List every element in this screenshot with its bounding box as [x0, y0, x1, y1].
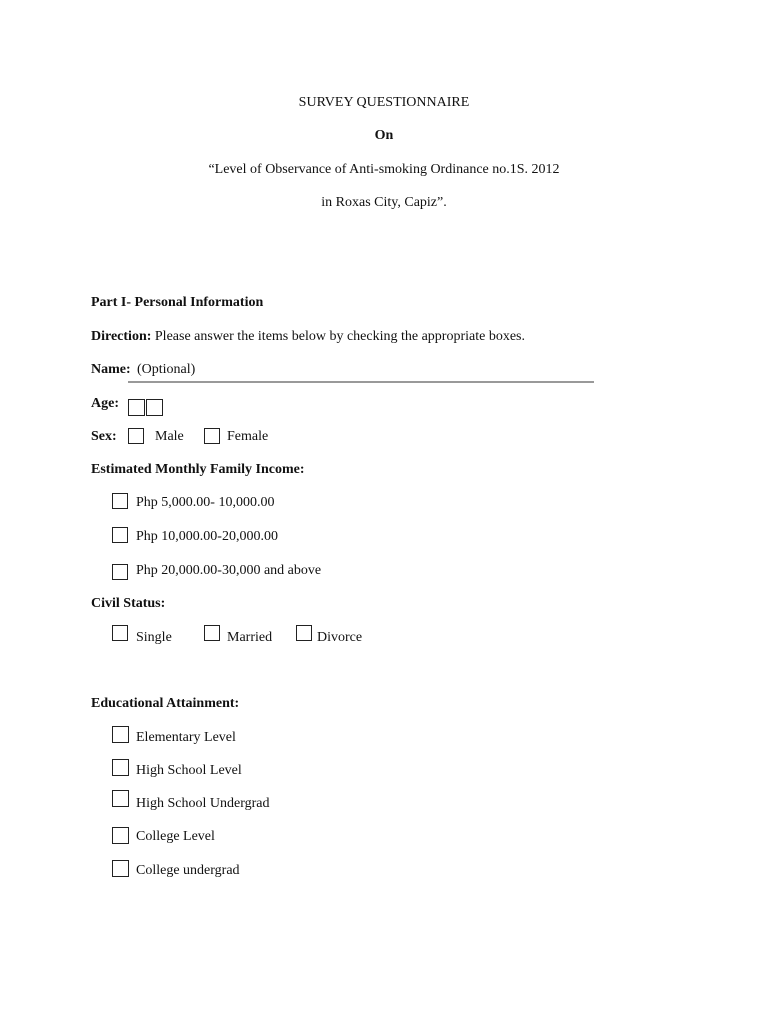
age-label: Age: [91, 396, 119, 411]
survey-title: SURVEY QUESTIONNAIRE [298, 95, 470, 110]
education-college-undergrad-label: College undergrad [136, 863, 240, 878]
age-digit-box-2[interactable] [146, 399, 163, 416]
education-label: Educational Attainment: [91, 696, 240, 711]
income-option-2-checkbox[interactable] [112, 527, 128, 543]
direction-row [91, 329, 525, 345]
civil-divorce-label: Divorce [317, 630, 363, 645]
sex-female-label: Female [227, 429, 269, 444]
sex-male-checkbox[interactable] [128, 428, 144, 444]
direction-label: Direction: [91, 329, 152, 344]
education-college-level-label: College Level [136, 829, 215, 844]
education-elementary-label: Elementary Level [136, 730, 236, 745]
civil-single-label: Single [136, 630, 172, 645]
survey-subject-line-2: in Roxas City, Capiz”. [321, 195, 447, 210]
sex-female-checkbox[interactable] [204, 428, 220, 444]
education-highschool-level-checkbox[interactable] [112, 759, 129, 776]
income-option-2-label: Php 10,000.00-20,000.00 [136, 529, 278, 544]
education-highschool-undergrad-label: High School Undergrad [136, 796, 270, 811]
civil-divorce-checkbox[interactable] [296, 625, 312, 641]
income-option-1-checkbox[interactable] [112, 493, 128, 509]
sex-male-label: Male [155, 429, 184, 444]
civil-single-checkbox[interactable] [112, 625, 128, 641]
income-option-3-label: Php 20,000.00-30,000 and above [136, 563, 322, 578]
direction-text: Please answer the items below by checking the appropriate boxes. [154, 329, 525, 344]
education-highschool-level-label: High School Level [136, 763, 242, 778]
education-college-undergrad-checkbox[interactable] [112, 860, 129, 877]
civil-status-label: Civil Status: [91, 596, 166, 611]
education-highschool-undergrad-checkbox[interactable] [112, 790, 129, 807]
civil-married-label: Married [227, 630, 273, 645]
age-digit-box-1[interactable] [128, 399, 145, 416]
sex-label: Sex: [91, 429, 117, 444]
income-option-3-checkbox[interactable] [112, 564, 128, 580]
name-label: Name: [91, 362, 131, 377]
income-option-1-label: Php 5,000.00- 10,000.00 [136, 495, 275, 510]
education-elementary-checkbox[interactable] [112, 726, 129, 743]
education-college-level-checkbox[interactable] [112, 827, 129, 844]
part1-heading: Part I- Personal Information [91, 295, 264, 310]
name-field[interactable] [128, 381, 594, 383]
civil-married-checkbox[interactable] [204, 625, 220, 641]
survey-on-label: On [374, 128, 394, 143]
name-hint: (Optional) [137, 362, 196, 377]
survey-subject-line-1: “Level of Observance of Anti-smoking Ordinance no.1S. 2012 [208, 162, 560, 177]
income-label: Estimated Monthly Family Income: [91, 462, 305, 477]
